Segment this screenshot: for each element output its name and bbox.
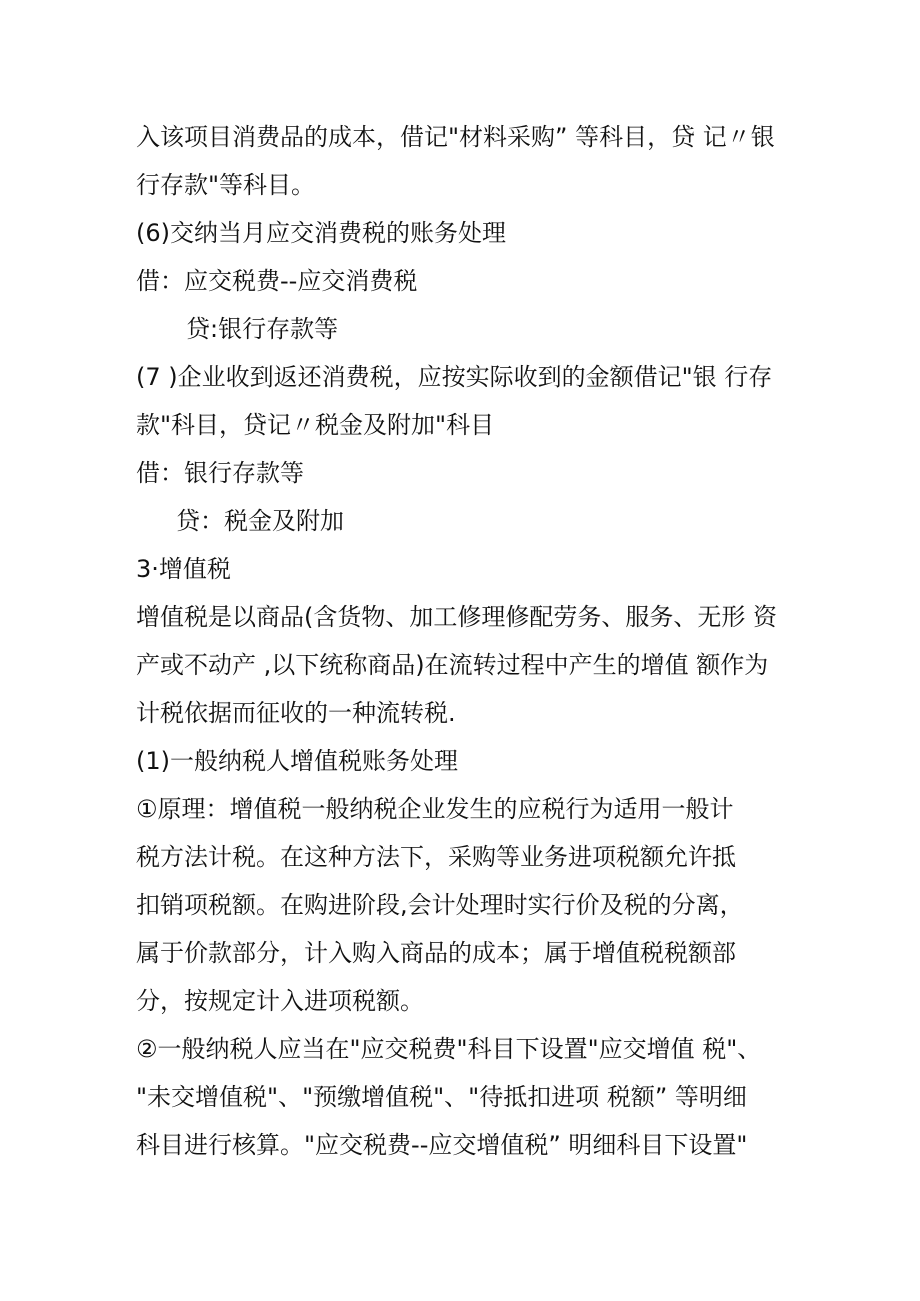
text-line: 税方法计税。在这种方法下，采购等业务进项税额允许抵 (136, 843, 736, 871)
text-line: 行存款"等科目。 (136, 171, 316, 199)
text-line: "未交增值税"、"预缴增值税"、"待抵扣进项 税额” 等明细 (136, 1083, 747, 1111)
text-line: 属于价款部分，计入购入商品的成本；属于增值税税额部 (136, 939, 736, 967)
text-line: 产或不动产 ,以下统称商品)在流转过程中产生的增值 额作为 (136, 651, 769, 679)
journal-credit: 贷:银行存款等 (186, 315, 339, 343)
journal-debit: 借：银行存款等 (136, 459, 304, 487)
text-line: 扣销项税额。在购进阶段,会计处理时实行价及税的分离， (136, 891, 744, 919)
text-line: 分，按规定计入进项税额。 (136, 987, 424, 1015)
text-line: ①原理：增值税一般纳税企业发生的应税行为适用一般计 (136, 795, 734, 823)
text-line: 计税依据而征收的一种流转税. (136, 699, 456, 727)
text-line: 款"科目，贷记〃税金及附加"科目 (136, 411, 495, 439)
section-heading: 3·增值税 (136, 555, 231, 583)
text-line: (7 )企业收到返还消费税，应按实际收到的金额借记"银 行存 (136, 363, 773, 391)
text-line: 科目进行核算。"应交税费--应交增值税” 明细科目下设置" (136, 1131, 748, 1159)
journal-debit: 借：应交税费--应交消费税 (136, 267, 418, 295)
section-heading: (6)交纳当月应交消费税的账务处理 (136, 219, 506, 247)
section-heading: (1)一般纳税人增值税账务处理 (136, 747, 458, 775)
text-line: 增值税是以商品(含货物、加工修理修配劳务、服务、无形 资 (136, 603, 777, 631)
text-line: ②一般纳税人应当在"应交税费"科目下设置"应交增值 税"、 (136, 1035, 762, 1063)
text-line: 入该项目消费品的成本，借记"材料采购” 等科目，贷 记〃银 (136, 123, 775, 151)
journal-credit: 贷：税金及附加 (176, 507, 344, 535)
